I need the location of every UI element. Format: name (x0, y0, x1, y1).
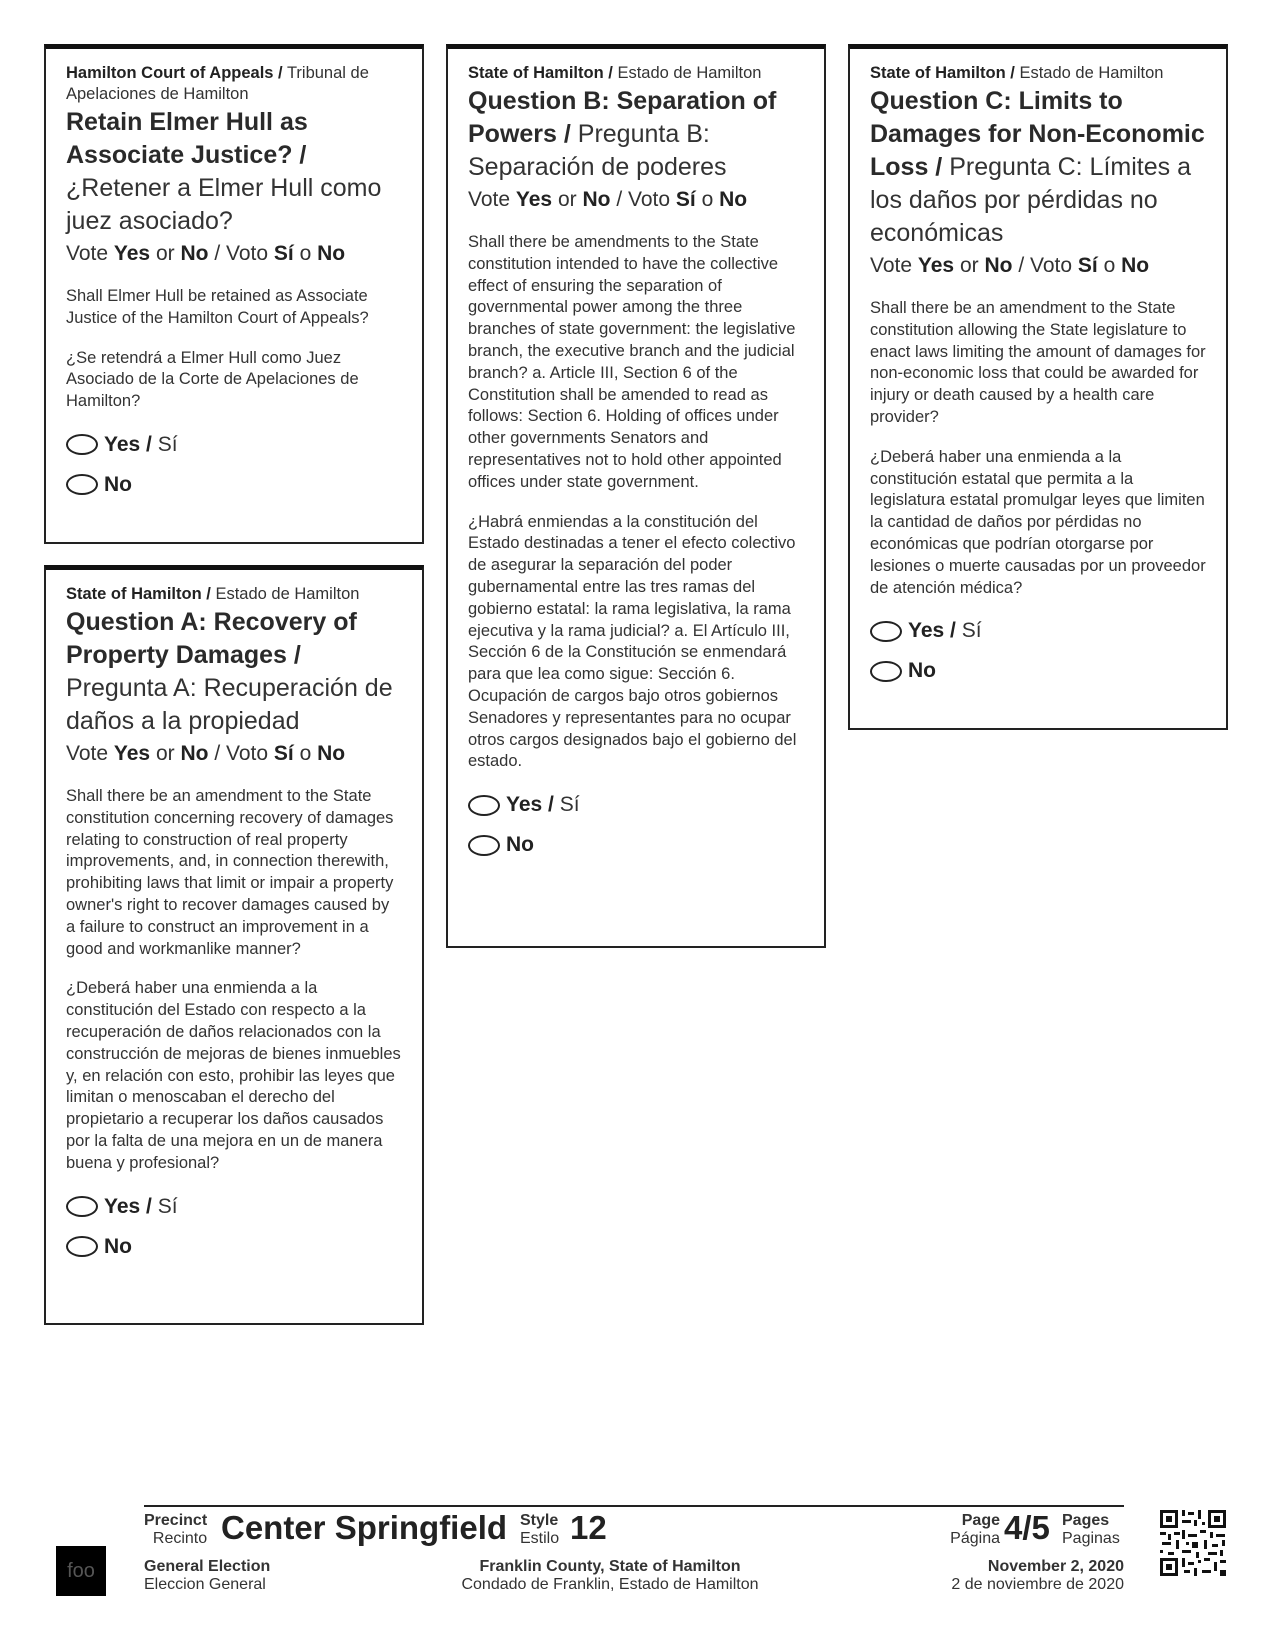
contest-title: Question C: Limits to Damages for Non-Economic Loss / Pregunta C: Límites a los daños por pérdidas no económicas (870, 87, 1205, 247)
contest-title: Question A: Recovery of Property Damages / Pregunta A: Recuperación de daños a la propiedad (66, 608, 393, 735)
contest-title: Question B: Separation of Powers / Pregunta B: Separación de poderes (468, 87, 777, 181)
bubble-no-icon[interactable] (66, 474, 98, 495)
precinct-label: Precinct Recinto (144, 1512, 208, 1547)
contest-question-b (446, 44, 826, 948)
contest-jurisdiction: State of Hamilton / Estado de Hamilton (468, 64, 762, 82)
bubble-yes-icon[interactable] (870, 621, 902, 642)
bubble-no-icon[interactable] (66, 1236, 98, 1257)
pages-label: Pages Paginas (1062, 1512, 1120, 1547)
option-yes[interactable]: Yes / Sí (468, 791, 804, 819)
vote-instruction: Vote Yes or No / Voto Sí o No (870, 254, 1150, 277)
election-type: General Election Eleccion General (144, 1558, 271, 1593)
contest-question-a (44, 565, 424, 1325)
option-no[interactable]: No (468, 831, 804, 859)
page-number: 4/5 (1004, 1509, 1050, 1546)
bubble-yes-icon[interactable] (468, 795, 500, 816)
option-yes[interactable]: Yes / Sí (66, 431, 402, 459)
bubble-no-icon[interactable] (468, 835, 500, 856)
option-yes[interactable]: Yes / Sí (870, 617, 1206, 645)
vote-instruction: Vote Yes or No / Voto Sí o No (66, 242, 346, 265)
footer-divider (144, 1505, 1124, 1507)
contest-jurisdiction: State of Hamilton / Estado de Hamilton (66, 585, 360, 603)
contest-description: Shall Elmer Hull be retained as Associate Justice of the Hamilton Court of Appeals? ¿Se retendrá a Elmer Hull como Juez Asociado de la Corte de Apelaciones de Hamilton? (66, 287, 369, 411)
contest-question-c (848, 44, 1228, 730)
page-label: Page Página (950, 1512, 1000, 1547)
qr-code-icon (1158, 1508, 1228, 1578)
style-number: 12 (570, 1509, 607, 1546)
option-yes[interactable]: Yes / Sí (66, 1193, 402, 1221)
contest-title: Retain Elmer Hull as Associate Justice? / ¿Retener a Elmer Hull como juez asociado? (66, 108, 382, 235)
style-label: Style Estilo (520, 1512, 560, 1547)
contest-jurisdiction: State of Hamilton / Estado de Hamilton (870, 64, 1164, 82)
option-no[interactable]: No (870, 657, 1206, 685)
bubble-yes-icon[interactable] (66, 434, 98, 455)
vote-instruction: Vote Yes or No / Voto Sí o No (468, 188, 748, 211)
contest-description: Shall there be an amendment to the State constitution allowing the State legislature to enact laws limiting the amount of damages for non-economic loss that could be awarded for injury or death caused by a health care provider? ¿Deberá haber una enmienda a la constitución estatal que permita a la legislatura estatal promulgar leyes que limiten la cantidad de daños por pérdidas no económicas que podrían otorgarse por lesiones o muerte causadas por un proveedor de atención médica? (870, 299, 1206, 597)
election-date: November 2, 2020 2 de noviembre de 2020 (951, 1558, 1124, 1593)
option-no[interactable]: No (66, 471, 402, 499)
county-state: Franklin County, State of Hamilton Condado de Franklin, Estado de Hamilton (461, 1558, 759, 1593)
bubble-yes-icon[interactable] (66, 1196, 98, 1217)
contest-retain-elmer-hull (44, 44, 424, 544)
contest-jurisdiction: Hamilton Court of Appeals / Tribunal de Apelaciones de Hamilton (66, 64, 369, 103)
bubble-no-icon[interactable] (870, 661, 902, 682)
precinct-name: Center Springfield (221, 1509, 508, 1546)
contest-description: Shall there be an amendment to the State constitution concerning recovery of damages relating to construction of real property improvements, and, in connection therewith, prohibiting laws that limit or impair a property owner's right to recover damages caused by a failure to construct an improvement in a good and workmanlike manner? ¿Deberá haber una enmienda a la constitución del Estado con respecto a la recuperación de daños relacionados con la construcción de mejoras de bienes inmuebles y, en relación con esto, prohibir las leyes que limitan o menoscaban el derecho del propietario a recuperar los daños causados por la falta de una mejora en un de manera buena y profesional? (66, 787, 401, 1172)
vote-instruction: Vote Yes or No / Voto Sí o No (66, 742, 346, 765)
option-no[interactable]: No (66, 1233, 402, 1261)
foo-placeholder: foo (56, 1546, 106, 1596)
contest-description: Shall there be amendments to the State constitution intended to have the collective effect of ensuring the separation of governmental power among the three branches of state government: the legislative branch, the executive branch and the judicial branch? a. Article III, Section 6 of the Constitution shall be amended to read as follows: Section 6. Holding of offices under other governments Senators and representatives not to hold other appointed offices under state government. ¿Habrá enmiendas a la constitución del Estado destinadas a tener el efecto colectivo de asegurar la separación del poder gubernamental entre las tres ramas del gobierno estatal: la rama legislativa, la rama ejecutiva y la rama judicial? a. El Artículo III, Sección 6 de la Constitución se enmendará para que lea como sigue: Sección 6. Ocupación de cargos bajo otros gobiernos Senadores y representantes para no ocupar otros cargos designados bajo el gobierno del estado. (468, 233, 797, 771)
